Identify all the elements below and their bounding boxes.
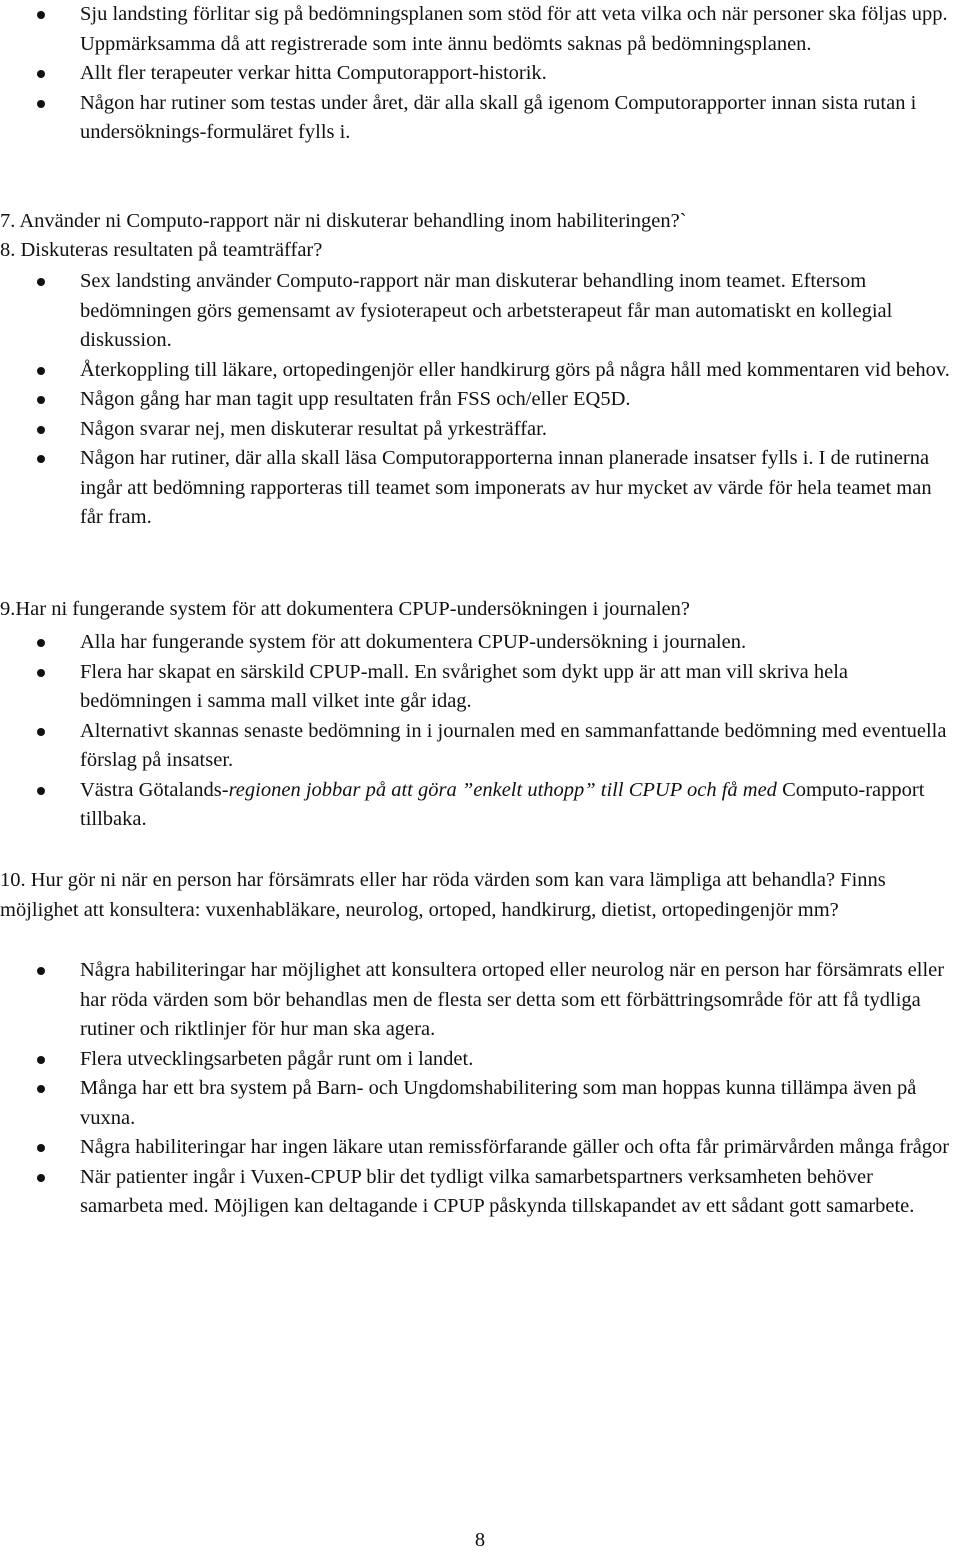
list-item: Någon har rutiner som testas under året, där alla skall gå igenom Computorapporter innan sista rutan i undersöknings-formuläret fylls i. [0,89,958,148]
list-item-text: Västra Götalands- [80,778,229,801]
question-8-heading: 8. Diskuteras resultaten på teamträffar? [0,239,323,261]
question-9-heading: 9.Har ni fungerande system för att dokumentera CPUP-undersökningen i journalen? [0,598,690,620]
list-item: Sex landsting använder Computo-rapport när man diskuterar behandling inom teamet. Eftersom bedömningen görs gemensamt av fysioterapeut och arbetsterapeut får man automatiskt en kollegial diskussion. [0,267,958,356]
intro-bullet-list [0,0,958,148]
question-10-bullet-list [0,956,958,1222]
list-item: Många har ett bra system på Barn- och Ungdomshabilitering som man hoppas kunna tillämpa även på vuxna. [0,1074,958,1133]
list-item-italic-text: regionen jobbar på att göra ”enkelt uthopp” till CPUP och få med [228,778,777,801]
list-item: Alternativt skannas senaste bedömning in i journalen med en sammanfattande bedömning med eventuella förslag på insatser. [0,717,958,776]
list-item: Några habiliteringar har möjlighet att konsultera ortoped eller neurolog när en person har försämrats eller har röda värden som bör behandlas men de flesta ser detta som ett förbättringsområde för att få tydliga rutiner och riktlinjer för hur man ska agera. [0,956,958,1045]
list-item: Allt fler terapeuter verkar hitta Computorapport-historik. [0,59,958,89]
list-item: Sju landsting förlitar sig på bedömningsplanen som stöd för att veta vilka och när personer ska följas upp. Uppmärksamma då att registrerade som inte ännu bedömts saknas på bedömningsplanen. [0,0,958,59]
list-item-text: Computo-rapport tillbaka. [80,778,925,830]
list-item [0,776,958,835]
list-item: Någon gång har man tagit upp resultaten från FSS och/eller EQ5D. [0,385,958,415]
question-7-heading: 7. Använder ni Computo-rapport när ni diskuterar behandling inom habiliteringen?` [0,210,687,232]
list-item: När patienter ingår i Vuxen-CPUP blir det tydligt vilka samarbetspartners verksamheten behöver samarbeta med. Möjligen kan deltagande i CPUP påskynda tillskapandet av ett sådant gott samarbete. [0,1163,958,1222]
question-9-bullet-list [0,628,958,835]
question-8-bullet-list [0,267,958,533]
list-item: Flera har skapat en särskild CPUP-mall. En svårighet som dykt upp är att man vill skriva hela bedömningen i samma mall vilket inte går idag. [0,658,958,717]
question-10-heading: 10. Hur gör ni när en person har försämrats eller har röda värden som kan vara lämpliga att behandla? Finns möjlighet att konsultera: vuxenhabläkare, neurolog, ortoped, handkirurg, dietist, ortopedingenjör mm? [0,869,886,921]
list-item: Flera utvecklingsarbeten pågår runt om i landet. [0,1045,958,1075]
list-item: Alla har fungerande system för att dokumentera CPUP-undersökning i journalen. [0,628,958,658]
list-item: Någon har rutiner, där alla skall läsa Computorapporterna innan planerade insatser fylls i. I de rutinerna ingår att bedömning rapporteras till teamet som imponerats av hur mycket av värde för hela teamet man får fram. [0,444,958,533]
list-item: Någon svarar nej, men diskuterar resultat på yrkesträffar. [0,415,958,445]
page-number: 8 [474,1529,486,1551]
list-item: Några habiliteringar har ingen läkare utan remissförfarande gäller och ofta får primärvården många frågor [0,1133,958,1163]
list-item: Återkoppling till läkare, ortopedingenjör eller handkirurg görs på några håll med kommentaren vid behov. [0,356,958,386]
